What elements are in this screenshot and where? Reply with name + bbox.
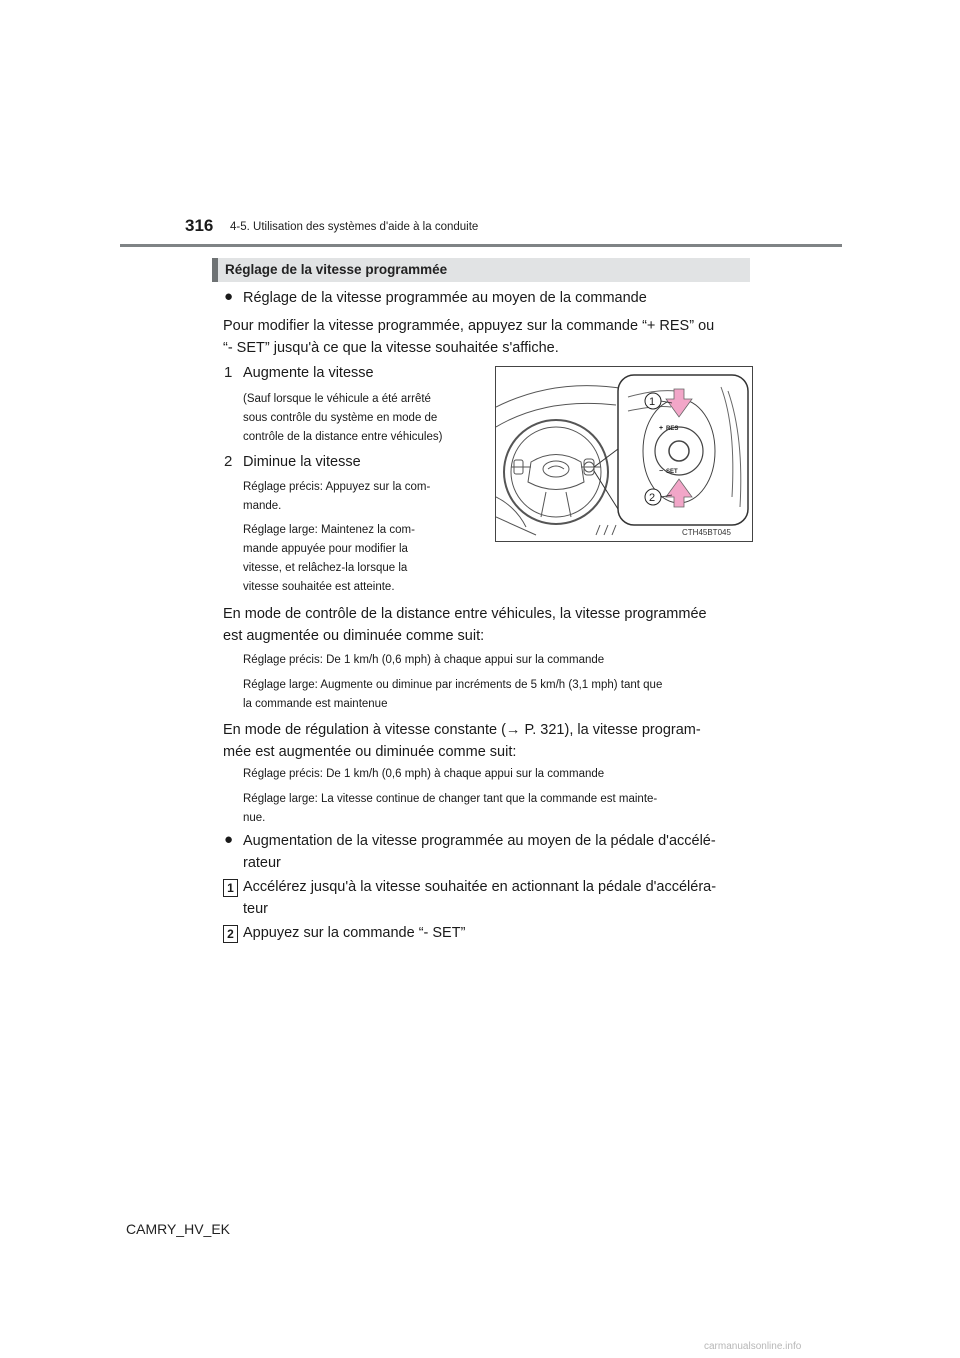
bullet-icon: ● bbox=[224, 288, 234, 305]
distance-coarse-1: Réglage large: Augmente ou diminue par incréments de 5 km/h (3,1 mph) tant que bbox=[243, 679, 663, 691]
item2-note2-4: vitesse souhaitée est atteinte. bbox=[243, 581, 395, 593]
bullet2-heading-1: Augmentation de la vitesse programmée au moyen de la pédale d'accélé- bbox=[243, 833, 716, 849]
item2-note2-3: vitesse, et relâchez-la lorsque la bbox=[243, 562, 408, 574]
bullet1-heading: Réglage de la vitesse programmée au moyen de la commande bbox=[243, 290, 647, 306]
step2-number: 2 bbox=[223, 925, 238, 943]
step1-text-2: teur bbox=[243, 901, 268, 917]
item1-label: Augmente la vitesse bbox=[243, 365, 374, 381]
set-label: SET bbox=[666, 469, 678, 475]
section-heading-bar bbox=[212, 258, 218, 282]
step1-text-1: Accélérez jusqu'à la vitesse souhaitée en actionnant la pédale d'accéléra- bbox=[243, 879, 717, 895]
section-heading bbox=[212, 258, 750, 282]
item2-note2-1: Réglage large: Maintenez la com- bbox=[243, 524, 415, 536]
figure-code: CTH45BT045 bbox=[682, 528, 731, 537]
res-label: RES bbox=[666, 426, 679, 432]
bullet1-intro-2: “- SET” jusqu'à ce que la vitesse souhaitée s'affiche. bbox=[223, 340, 559, 356]
watermark: carmanualsonline.info bbox=[704, 1341, 802, 1352]
item2-number: 2 bbox=[224, 453, 233, 470]
item1-note-3: contrôle de la distance entre véhicules) bbox=[243, 431, 443, 443]
svg-text:−: − bbox=[659, 468, 664, 475]
item2-note1-2: mande. bbox=[243, 500, 282, 512]
section-title: Réglage de la vitesse programmée bbox=[225, 262, 448, 277]
constant-coarse-1: Réglage large: La vitesse continue de changer tant que la commande est mainte- bbox=[243, 793, 658, 805]
item1-number: 1 bbox=[224, 364, 233, 381]
bullet-icon: ● bbox=[224, 831, 234, 848]
header-rule bbox=[120, 244, 842, 247]
callout-1: 1 bbox=[649, 396, 656, 408]
item2-note2-2: mande appuyée pour modifier la bbox=[243, 543, 408, 555]
distance-fine: Réglage précis: De 1 km/h (0,6 mph) à chaque appui sur la commande bbox=[243, 654, 605, 666]
constant-coarse-2: nue. bbox=[243, 812, 266, 824]
svg-text:+: + bbox=[659, 425, 664, 432]
footer-model: CAMRY_HV_EK bbox=[126, 1221, 231, 1237]
bullet1-intro-1: Pour modifier la vitesse programmée, appuyez sur la commande “+ RES” ou bbox=[223, 318, 715, 334]
constant-mode-1: En mode de régulation à vitesse constante (→ P. 321), la vitesse program- bbox=[223, 722, 701, 738]
steering-wheel-svg bbox=[496, 367, 752, 541]
item2-label: Diminue la vitesse bbox=[243, 454, 361, 470]
callout-2: 2 bbox=[649, 492, 656, 504]
item1-note-1: (Sauf lorsque le véhicule a été arrêté bbox=[243, 393, 431, 405]
item1-note-2: sous contrôle du système en mode de bbox=[243, 412, 438, 424]
page-number: 316 bbox=[185, 216, 214, 235]
constant-mode-2: mée est augmentée ou diminuée comme suit: bbox=[223, 744, 517, 760]
distance-mode-1: En mode de contrôle de la distance entre véhicules, la vitesse programmée bbox=[223, 606, 707, 622]
distance-coarse-2: la commande est maintenue bbox=[243, 698, 388, 710]
chapter-title: 4-5. Utilisation des systèmes d'aide à la conduite bbox=[230, 221, 479, 233]
item2-note1-1: Réglage précis: Appuyez sur la com- bbox=[243, 481, 431, 493]
constant-fine: Réglage précis: De 1 km/h (0,6 mph) à chaque appui sur la commande bbox=[243, 768, 605, 780]
step1-number: 1 bbox=[223, 879, 238, 897]
step2-text: Appuyez sur la commande “- SET” bbox=[243, 925, 466, 941]
steering-wheel-illustration bbox=[495, 366, 753, 542]
distance-mode-2: est augmentée ou diminuée comme suit: bbox=[223, 628, 485, 644]
bullet2-heading-2: rateur bbox=[243, 855, 281, 871]
